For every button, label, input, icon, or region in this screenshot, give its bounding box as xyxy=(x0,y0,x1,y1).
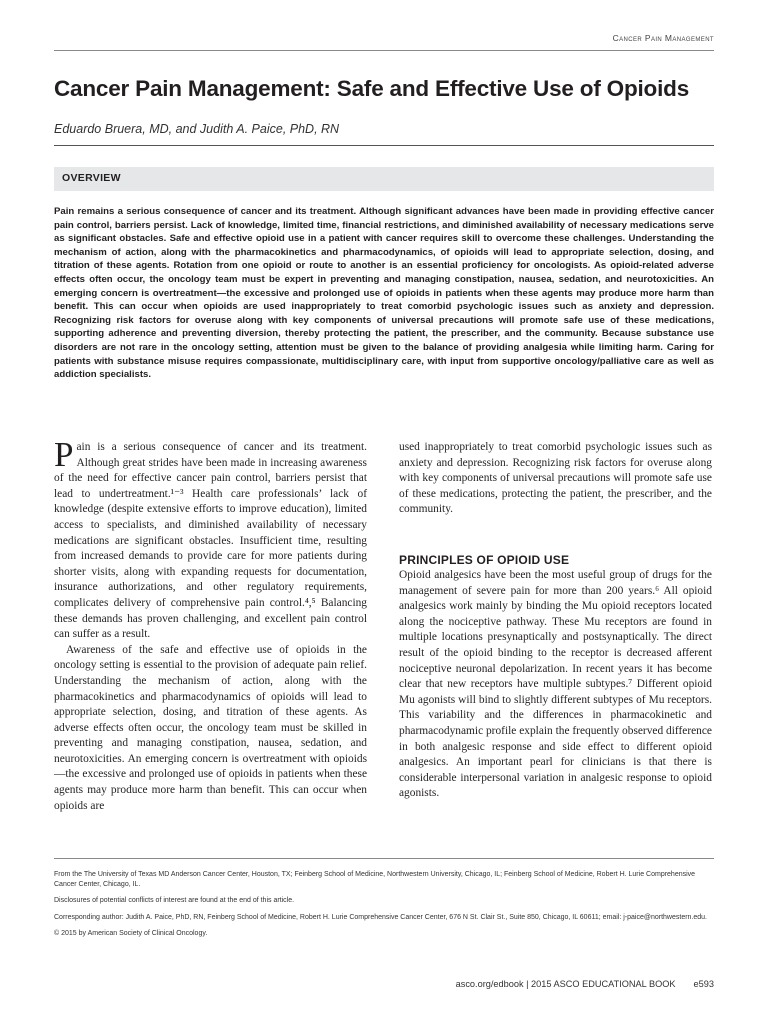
overview-banner xyxy=(54,167,714,191)
body-column-left xyxy=(54,435,367,814)
body-paragraph-2: Awareness of the safe and effective use of opioids in the oncology setting is essential to the provision of adequate pain relief. Understanding the mechanism of action, along with the pharmacokinetics and pharmacodynamics of opioids will lead to appropriate selection, dosing, and titration of these agents. As adverse effects often occur, the oncology team must be skilled in preventing and managing constipation, nausea, sedation, and neurotoxicities. An emerging concern is overtreatment with opioids—the excessive and prolonged use of opioids in patients when these agents may produce more harm than benefit. This can occur when opioids are xyxy=(54,643,367,812)
footer-source: asco.org/edbook | 2015 ASCO EDUCATIONAL BOOK xyxy=(455,979,676,989)
footnotes xyxy=(54,870,714,945)
overview-heading: OVERVIEW xyxy=(62,172,121,184)
footnote-disclosures: Disclosures of potential conflicts of interest are found at the end of this article. xyxy=(54,897,295,905)
body-paragraph-1-text: ain is a serious consequence of cancer and its treatment. Although great strides have been made in increasing awareness of the need for effective cancer pain control, barriers persist that lead to undertreatment.¹⁻³ Health care professionals’ lack of knowledge (despite extensive efforts to improve education), limited access to specialists, and diminished availability of necessary medications are significant obstacles. Insufficient time, resulting from increased demands to provide care for more patients during shorter visits, along with expanding requests for documentation, insurance authorizations, and other regulatory requirements, complicates delivery of comprehensive pain control.⁴,⁵ Balancing these demands has proven challenging, and excellent pain control can suffer as a result. xyxy=(54,441,367,641)
footnote-copyright: © 2015 by American Society of Clinical Oncology. xyxy=(54,929,208,937)
body-paragraph-3: Opioid analgesics have been the most useful group of drugs for the management of severe pain for more than 200 years.⁶ All opioid analgesics work mainly by binding the Mu opioid receptors located along the nociceptive pathway. These Mu receptors are found in multiple locations presynaptically and postsynaptically. The direct result of the opioid binding to the receptor is decreased afferent nociceptive neuronal depolarization. In recent years it has become clear that new receptors have multiple subtypes.⁷ Different opioid Mu agonists will bind to slightly different subtypes of Mu receptors. This variability and the differences in pharmacokinetic and pharmacodynamic profile explain the frequently observed difference in both analgesic response and side effect to different opioid analgesics. An important pearl for clinicians is that there is considerable interpersonal variation in analgesic response to opioid agonists. xyxy=(399,568,712,800)
authors-rule xyxy=(54,145,714,146)
running-head: Cancer Pain Management xyxy=(612,33,714,43)
body-paragraph-2-continued: used inappropriately to treat comorbid psychologic issues such as anxiety and depression. Recognizing risk factors for overuse along with key components of universal precautions will promote safe use of these medications, protecting the patient, the prescriber, and the community. xyxy=(399,441,712,516)
section-heading: PRINCIPLES OF OPIOID USE xyxy=(399,552,570,567)
footnote-correspondence: Corresponding author: Judith A. Paice, PhD, RN, Feinberg School of Medicine, Robert H. Lurie Comprehensive Cancer Center, 676 N St. Clair St., Suite 850, Chicago, IL 60611; email: j-paice@northwestern.edu. xyxy=(54,913,707,921)
article-title: Cancer Pain Management: Safe and Effective Use of Opioids xyxy=(54,76,690,101)
footnote-affiliation: From the The University of Texas MD Anderson Cancer Center, Houston, TX; Feinberg School of Medicine, Northwestern University, Chicago, IL; Feinberg School of Medicine, Robert H. Lurie Comprehensive Cancer Center, Chicago, IL. xyxy=(54,871,696,889)
footnote-rule xyxy=(54,858,714,859)
body-column-right xyxy=(399,440,712,802)
article-authors: Eduardo Bruera, MD, and Judith A. Paice, PhD, RN xyxy=(54,122,340,136)
page-footer xyxy=(456,979,714,989)
header-rule xyxy=(54,50,714,51)
page-number: e593 xyxy=(693,979,714,989)
body-paragraph-1 xyxy=(54,435,367,643)
overview-abstract: Pain remains a serious consequence of cancer and its treatment. Although significant advances have been made in providing effective cancer pain control, barriers persist. Lack of knowledge, limited time, financial restrictions, and diminished availability of necessary medications serve as significant obstacles. Safe and effective opioid use in a patient with cancer requires skill to overcome these challenges. Understanding the mechanism of action, along with the pharmacokinetics and pharmacodynamics, of opioids will lead to appropriate selection, dosing, and titration of these agents. Rotation from one opioid or route to another is an essential proficiency for oncologists. As opioid-related adverse effects often occur, the oncology team must be expert in preventing and managing constipation, nausea, sedation, and neurotoxicities. An emerging concern is overtreatment—the excessive and prolonged use of opioids in patients when these agents may produce more harm than benefit. This can occur when opioids are used inappropriately to treat comorbid psychologic issues such as anxiety and depression. Recognizing risk factors for overuse along with key components of universal precautions will promote safe use of these medications, supporting adherence and preventing diversion, thereby protecting the patient, the prescriber, and the community. Because substance use disorders are not rare in the oncology setting, attention must be given to the balance of providing analgesia while limiting harm. Caring for patients with substance misuse requires compassionate, multidisciplinary care, with input from supportive oncology/palliative care as well as addiction specialists. xyxy=(54,206,714,381)
drop-cap: P xyxy=(54,435,74,474)
